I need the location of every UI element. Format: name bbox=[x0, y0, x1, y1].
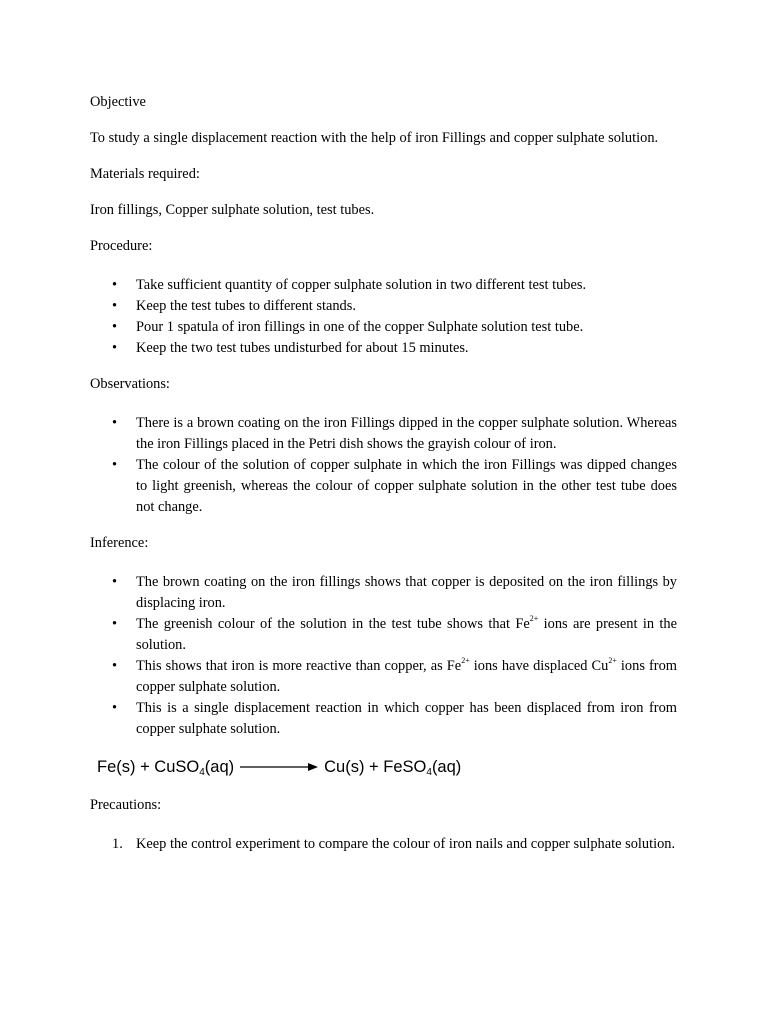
inference-heading: Inference: bbox=[90, 535, 149, 551]
bullet-icon: • bbox=[112, 658, 118, 674]
procedure-step-3: Pour 1 spatula of iron fillings in one of the copper Sulphate solution test tube. bbox=[136, 319, 584, 335]
list-item bbox=[90, 834, 677, 855]
materials-text: Iron fillings, Copper sulphate solution, test tubes. bbox=[90, 202, 375, 218]
procedure-step-4: Keep the two test tubes undisturbed for about 15 minutes. bbox=[136, 340, 469, 356]
inference-2-text-a: The greenish colour of the solution in the test tube shows that Fe bbox=[136, 616, 530, 632]
bullet-icon: • bbox=[112, 319, 118, 335]
list-number: 1. bbox=[112, 836, 123, 852]
bullet-icon: • bbox=[112, 616, 118, 632]
document-page bbox=[90, 92, 677, 870]
procedure-step-2: Keep the test tubes to different stands. bbox=[136, 298, 356, 314]
bullet-icon: • bbox=[112, 277, 118, 293]
inference-list bbox=[90, 572, 677, 740]
equation-products: Cu(s) + FeSO$_4$(aq) bbox=[324, 758, 462, 778]
list-item bbox=[90, 338, 677, 359]
inference-3-text-a: This shows that iron is more reactive than copper, as Fe bbox=[136, 658, 462, 674]
reaction-arrow-icon bbox=[240, 761, 318, 773]
inference-3-text-c: ions from copper sulphate solution. bbox=[136, 658, 677, 695]
materials-heading: Materials required: bbox=[90, 166, 200, 182]
inference-1: The brown coating on the iron fillings shows that copper is deposited on the iron fillings by displacing iron. bbox=[136, 574, 677, 611]
observation-2: The colour of the solution of copper sulphate in which the iron Fillings was dipped changes to light greenish, whereas the colour of copper sulphate solution in the other test tube does not change. bbox=[136, 457, 677, 515]
inference-4: This is a single displacement reaction in which copper has been displaced from iron from copper sulphate solution. bbox=[136, 700, 677, 737]
objective-heading: Objective bbox=[90, 94, 146, 110]
list-item bbox=[90, 455, 677, 518]
iron-ion-charge: 2+ bbox=[529, 614, 539, 624]
list-item bbox=[90, 296, 677, 317]
bullet-icon: • bbox=[112, 700, 118, 716]
objective-text: To study a single displacement reaction with the help of iron Fillings and copper sulphate solution. bbox=[90, 130, 659, 146]
list-item bbox=[90, 317, 677, 338]
bullet-icon: • bbox=[112, 340, 118, 356]
chemical-equation bbox=[97, 755, 677, 779]
precaution-1: Keep the control experiment to compare the colour of iron nails and copper sulphate solution. bbox=[136, 836, 676, 852]
procedure-step-1: Take sufficient quantity of copper sulphate solution in two different test tubes. bbox=[136, 277, 587, 293]
procedure-list bbox=[90, 275, 677, 359]
observation-1: There is a brown coating on the iron Fillings dipped in the copper sulphate solution. Whereas the iron Fillings placed in the Petri dish shows the grayish colour of iron. bbox=[136, 415, 677, 452]
list-item bbox=[90, 275, 677, 296]
precautions-list bbox=[90, 834, 677, 855]
equation-reactants: Fe(s) + CuSO$_4$(aq) bbox=[97, 758, 235, 778]
copper-ion-charge: 2+ bbox=[608, 656, 617, 666]
observations-heading: Observations: bbox=[90, 376, 170, 392]
inference-3-text-b: ions have displaced Cu bbox=[469, 658, 609, 674]
bullet-icon: • bbox=[112, 457, 118, 473]
list-item bbox=[90, 698, 677, 740]
bullet-icon: • bbox=[112, 574, 118, 590]
bullet-icon: • bbox=[112, 298, 118, 314]
precautions-heading: Precautions: bbox=[90, 797, 162, 813]
observations-list bbox=[90, 413, 677, 518]
procedure-heading: Procedure: bbox=[90, 238, 153, 254]
iron-ion-charge: 2+ bbox=[461, 656, 470, 666]
list-item bbox=[90, 572, 677, 614]
bullet-icon: • bbox=[112, 415, 118, 431]
inference-2-text-b: ions are present in the solution. bbox=[136, 616, 677, 653]
list-item bbox=[90, 614, 677, 656]
list-item bbox=[90, 656, 677, 698]
list-item bbox=[90, 413, 677, 455]
